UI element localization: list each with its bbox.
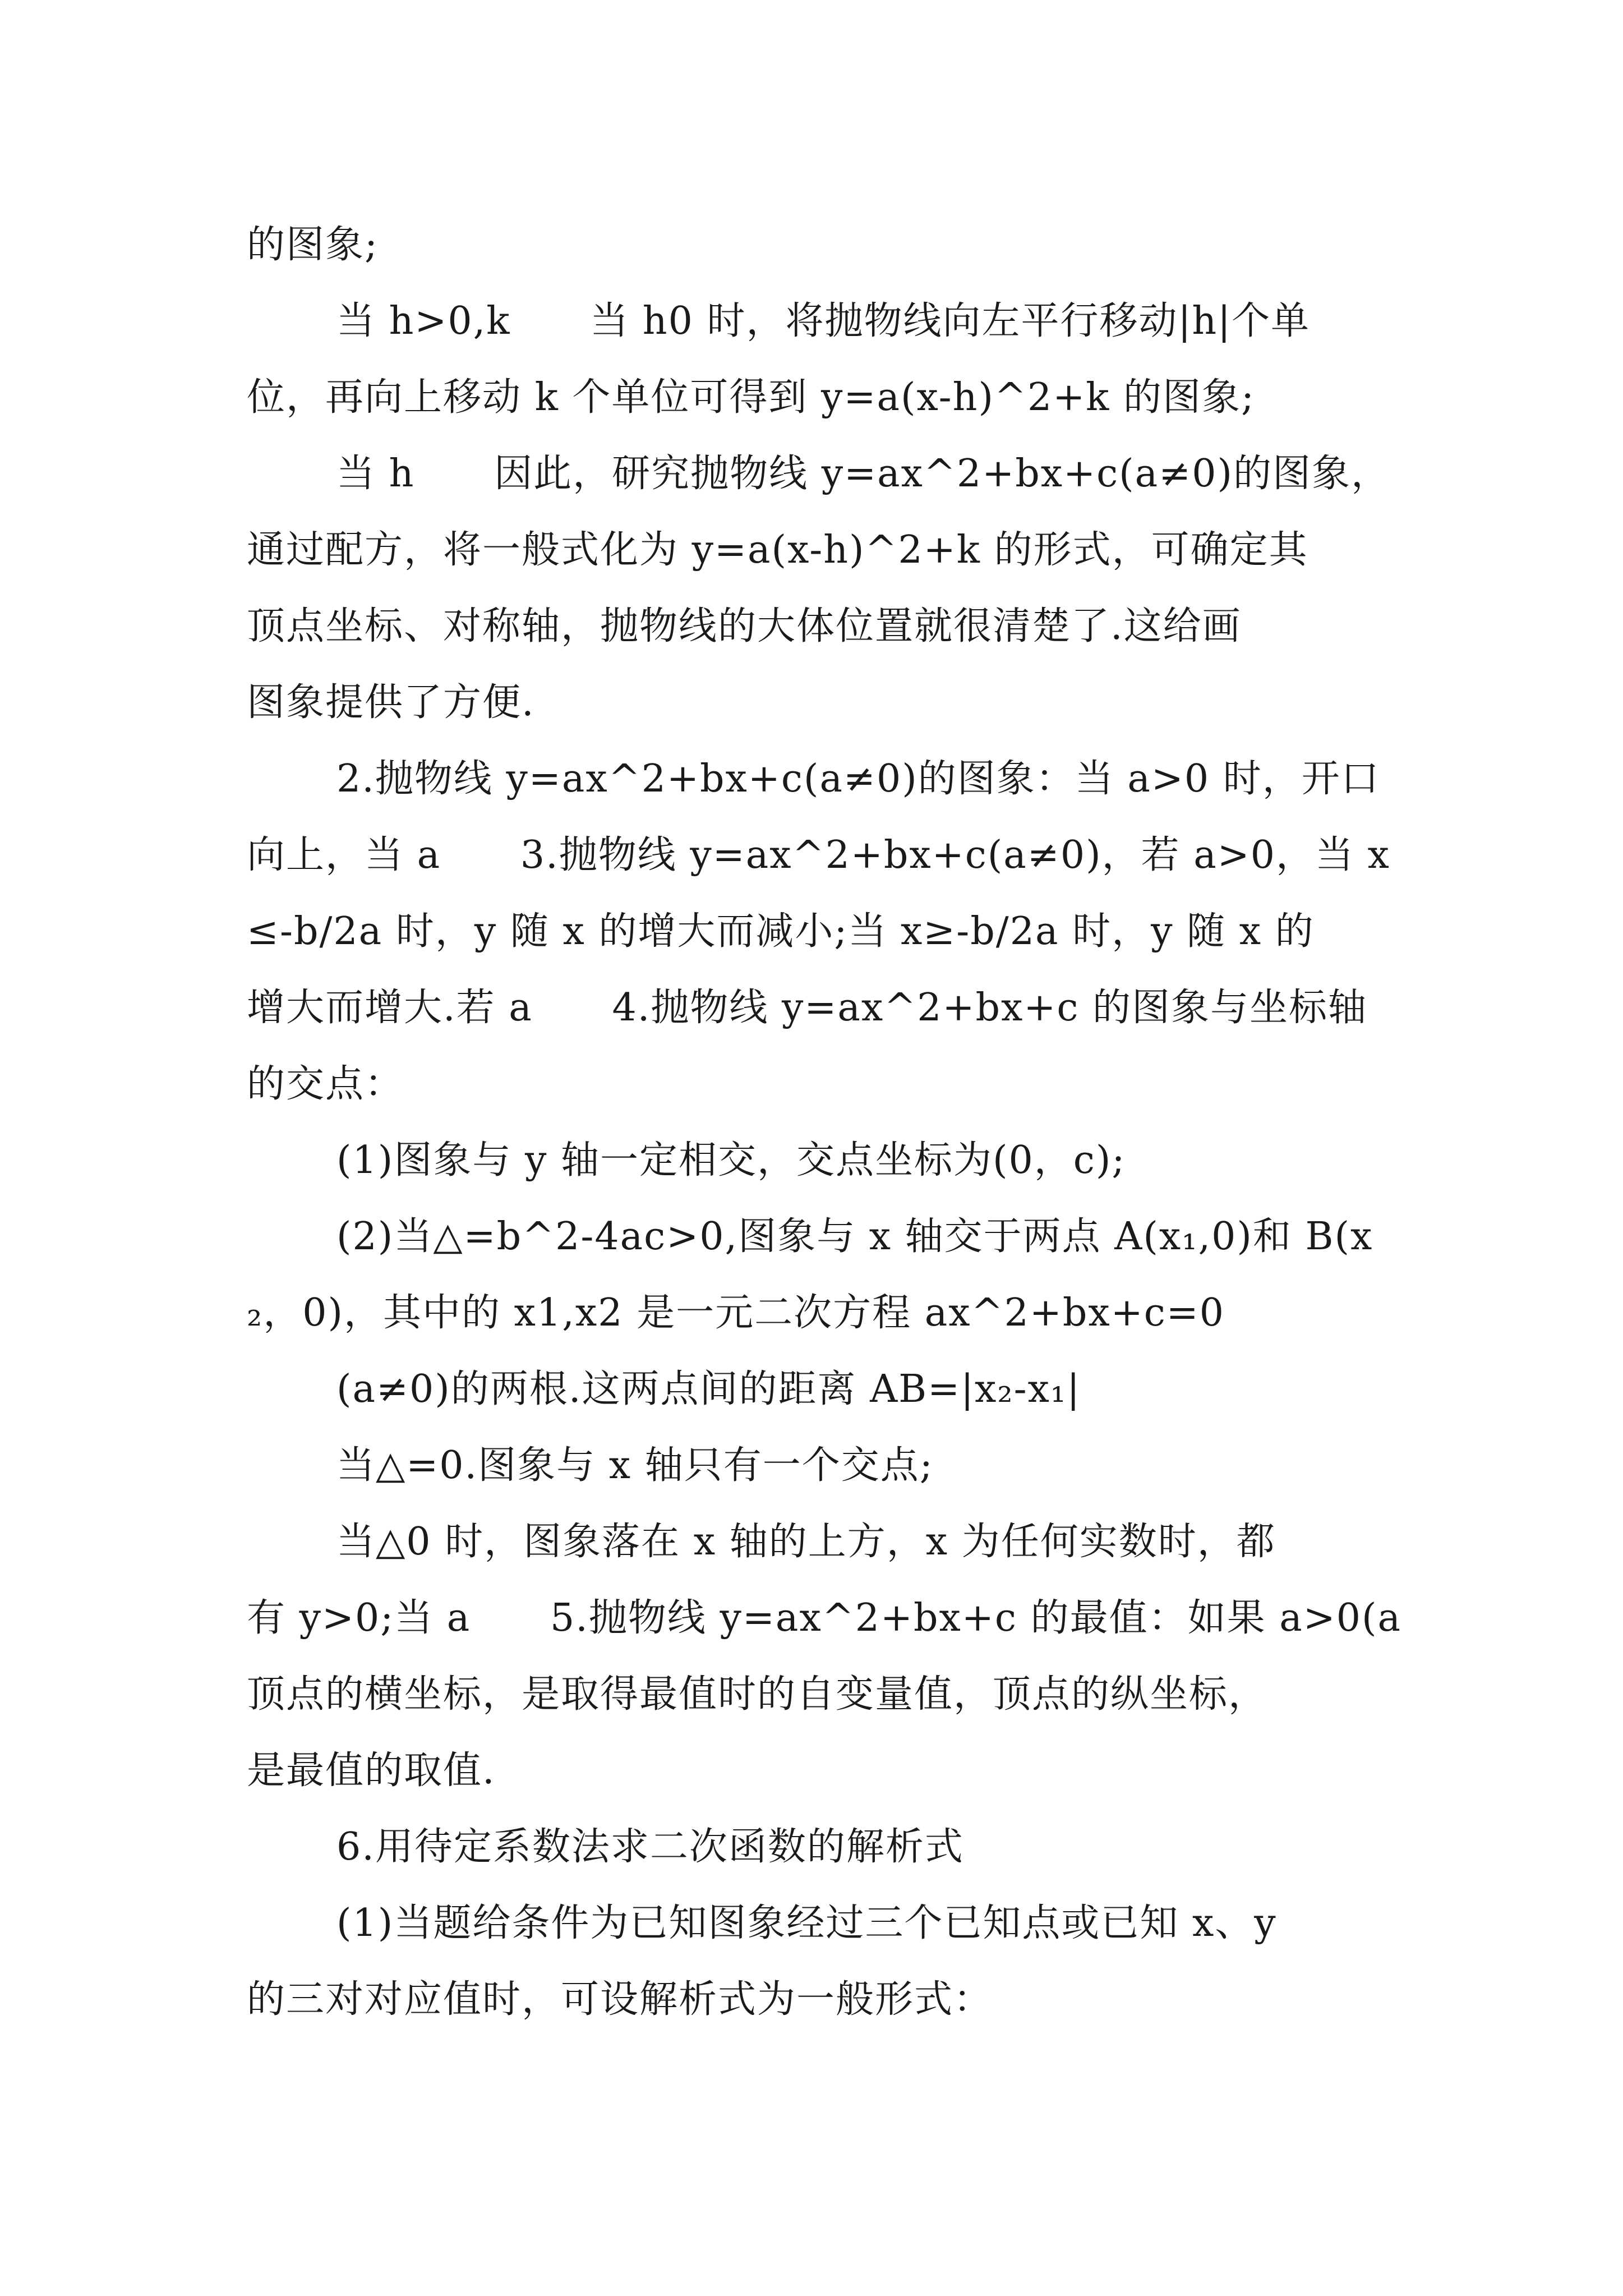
text-line: 的三对对应值时，可设解析式为一般形式： — [247, 1977, 993, 2022]
text-line: 通过配方，将一般式化为 y=a(x-h)^2+k 的形式，可确定其 — [247, 528, 1308, 572]
text-line: 增大而增大.若 a 4.抛物线 y=ax^2+bx+c 的图象与坐标轴 — [247, 986, 1368, 1030]
text-line: (1)当题给条件为已知图象经过三个已知点或已知 x、y — [336, 1901, 1277, 1945]
text-line: 位，再向上移动 k 个单位可得到 y=a(x-h)^2+k 的图象; — [247, 375, 1255, 420]
text-line: (a≠0)的两根.这两点间的距离 AB=|x₂-x₁| — [336, 1367, 1081, 1411]
text-line: (2)当△=b^2-4ac>0,图象与 x 轴交于两点 A(x₁,0)和 B(x — [336, 1214, 1373, 1259]
text-line: 是最值的取值. — [247, 1749, 496, 1793]
text-line: 6.用待定系数法求二次函数的解析式 — [336, 1825, 964, 1869]
text-line: 2.抛物线 y=ax^2+bx+c(a≠0)的图象：当 a>0 时，开口 — [336, 757, 1380, 801]
text-line: 顶点坐标、对称轴，抛物线的大体位置就很清楚了.这给画 — [247, 604, 1242, 648]
text-line: 当 h>0,k 当 h0 时，将抛物线向左平行移动|h|个单 — [336, 299, 1311, 343]
text-line: 的交点： — [247, 1062, 404, 1106]
text-line: 当△0 时，图象落在 x 轴的上方，x 为任何实数时，都 — [336, 1520, 1276, 1564]
text-line: 的图象; — [247, 223, 379, 267]
text-line: 当 h 因此，研究抛物线 y=ax^2+bx+c(a≠0)的图象， — [336, 452, 1390, 496]
text-line: 有 y>0;当 a 5.抛物线 y=ax^2+bx+c 的最值：如果 a>0(a — [247, 1596, 1402, 1640]
text-line: ₂，0)，其中的 x1,x2 是一元二次方程 ax^2+bx+c=0 — [247, 1291, 1225, 1335]
text-line: 图象提供了方便. — [247, 680, 535, 725]
text-line: 当△=0.图象与 x 轴只有一个交点; — [336, 1443, 934, 1488]
text-line: 向上，当 a 3.抛物线 y=ax^2+bx+c(a≠0)，若 a>0，当 x — [247, 833, 1390, 877]
text-line: (1)图象与 y 轴一定相交，交点坐标为(0，c); — [336, 1138, 1126, 1182]
text-line: ≤-b/2a 时，y 随 x 的增大而减小;当 x≥-b/2a 时，y 随 x 的 — [247, 909, 1315, 954]
text-line: 顶点的横坐标，是取得最值时的自变量值，顶点的纵坐标， — [247, 1672, 1268, 1717]
